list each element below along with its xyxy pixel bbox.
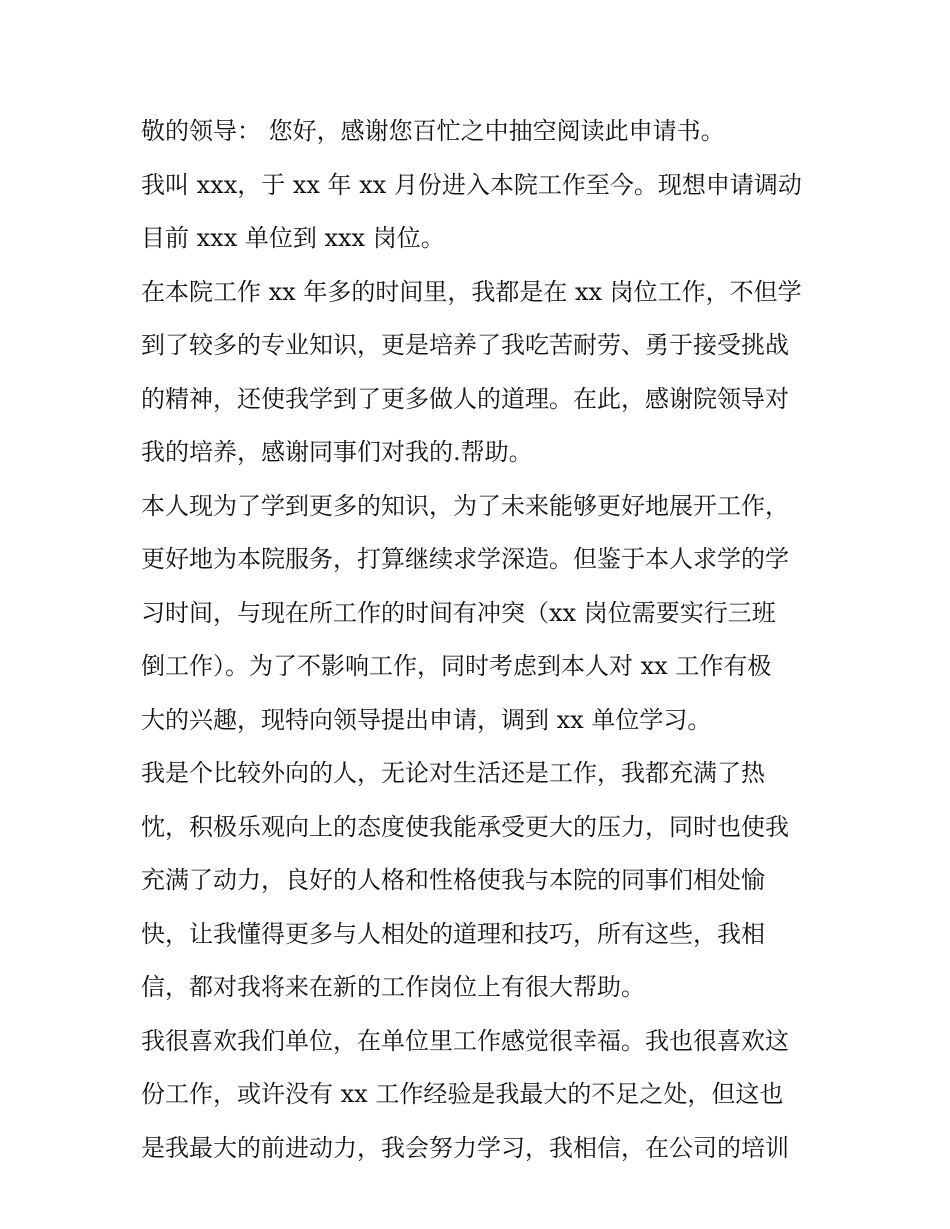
text-line: 敬的领导： 您好，感谢您百忙之中抽空阅读此申请书。 [141,117,725,145]
text-line: 我是个比较外向的人，无论对生活还是工作，我都充满了热 [141,759,765,787]
text-line: 我叫 xxx，于 xx 年 xx 月份进入本院工作至今。现想申请调动 [141,170,802,199]
text-line: 忱，积极乐观向上的态度使我能承受更大的压力，同时也使我 [141,812,789,841]
text-line: 大的兴趣，现特向领导提出申请，调到 xx 单位学习。 [141,705,712,734]
text-line: 是我最大的前进动力，我会努力学习，我相信，在公司的培训 [141,1133,789,1162]
text-line: 的精神，还使我学到了更多做人的道理。在此，感谢院领导对 [141,384,789,413]
text-line: 到了较多的专业知识，更是培养了我吃苦耐劳、勇于接受挑战 [141,331,789,359]
text-line: 信，都对我将来在新的工作岗位上有很大帮助。 [141,973,645,1001]
text-line: 目前 xxx 单位到 xxx 岗位。 [141,224,445,252]
text-line: 倒工作）。为了不影响工作，同时考虑到本人对 xx 工作有极 [141,652,772,680]
text-line: 充满了动力，良好的人格和性格使我与本院的同事们相处愉 [141,866,765,894]
text-line: 本人现为了学到更多的知识，为了未来能够更好地展开工作， [141,491,789,520]
text-line: 在本院工作 xx 年多的时间里，我都是在 xx 岗位工作，不但学 [141,277,802,306]
text-line: 快，让我懂得更多与人相处的道理和技巧，所有这些，我相 [141,919,765,948]
text-line: 我很喜欢我们单位，在单位里工作感觉很幸福。我也很喜欢这 [141,1026,789,1055]
text-line: 我的培养，感谢同事们对我的.帮助。 [141,438,533,466]
letter-body [141,105,821,1175]
text-line: 更好地为本院服务，打算继续求学深造。但鉴于本人求学的学 [141,545,789,573]
text-line: 份工作，或许没有 xx 工作经验是我最大的不足之处，但这也 [141,1080,784,1108]
text-line: 习时间，与现在所工作的时间有冲突（xx 岗位需要实行三班 [141,598,776,627]
